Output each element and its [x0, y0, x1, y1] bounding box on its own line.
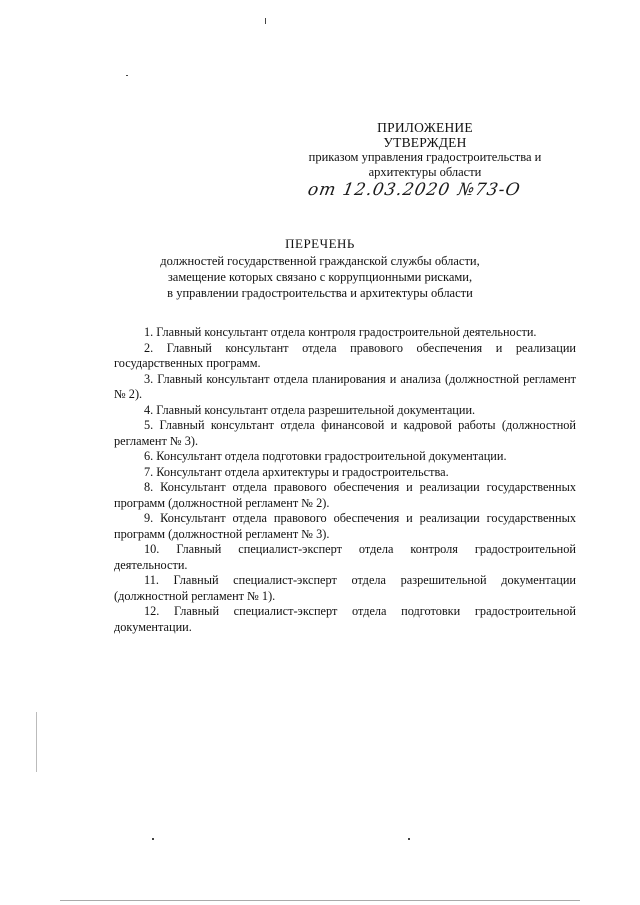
scan-mark	[126, 75, 128, 76]
document-heading	[120, 236, 520, 301]
handwritten-number: №73-О	[456, 180, 523, 200]
list-item: 1. Главный консультант отдела контроля градостроительной деятельности.	[144, 325, 537, 339]
scan-mark	[36, 712, 37, 772]
handwritten-date-number	[306, 180, 570, 200]
list-item: 10. Главный специалист-эксперт отдела контроля градостроительной деятельности.	[114, 542, 576, 572]
approved-label: УТВЕРЖДЕН	[383, 135, 467, 150]
list-item: 2. Главный консультант отдела правового обеспечения и реализации государственных программ.	[114, 340, 576, 370]
appendix-label: ПРИЛОЖЕНИЕ	[377, 120, 473, 135]
heading-line-3: в управлении градостроительства и архитектуры области	[167, 286, 473, 300]
list-item: 8. Консультант отдела правового обеспечения и реализации государственных программ (должностной регламент № 2).	[114, 480, 576, 510]
list-item: 7. Консультант отдела архитектуры и градостроительства.	[144, 464, 449, 479]
list-item: 12. Главный специалист-эксперт отдела подготовки градостроительной документации.	[114, 604, 576, 634]
order-line: приказом управления градостроительства и	[308, 150, 542, 164]
positions-list	[114, 325, 576, 635]
list-item: 4. Главный консультант отдела разрешительной документации.	[144, 402, 476, 417]
scan-mark	[408, 838, 410, 840]
scan-mark	[152, 838, 154, 840]
list-item: 5. Главный консультант отдела финансовой и кадровой работы (должностной регламент № 3).	[114, 418, 576, 448]
scan-mark	[60, 900, 580, 901]
heading-line-1: должностей государственной гражданской службы области,	[160, 254, 480, 268]
list-item: 9. Консультант отдела правового обеспечения и реализации государственных программ (должностной регламент № 3).	[114, 511, 576, 541]
list-item: 3. Главный консультант отдела планирования и анализа (должностной регламент № 2).	[114, 371, 576, 401]
order-line-2: архитектуры области	[368, 165, 482, 179]
heading-line-2: замещение которых связано с коррупционными рисками,	[167, 270, 473, 284]
scan-mark	[265, 18, 266, 24]
handwritten-date: от 12.03.2020	[306, 180, 452, 200]
list-item: 6. Консультант отдела подготовки градостроительной документации.	[144, 449, 507, 463]
approval-block	[290, 120, 560, 180]
list-item: 11. Главный специалист-эксперт отдела разрешительной документации (должностной регламент № 1).	[114, 573, 576, 603]
document-title: ПЕРЕЧЕНЬ	[285, 236, 355, 251]
